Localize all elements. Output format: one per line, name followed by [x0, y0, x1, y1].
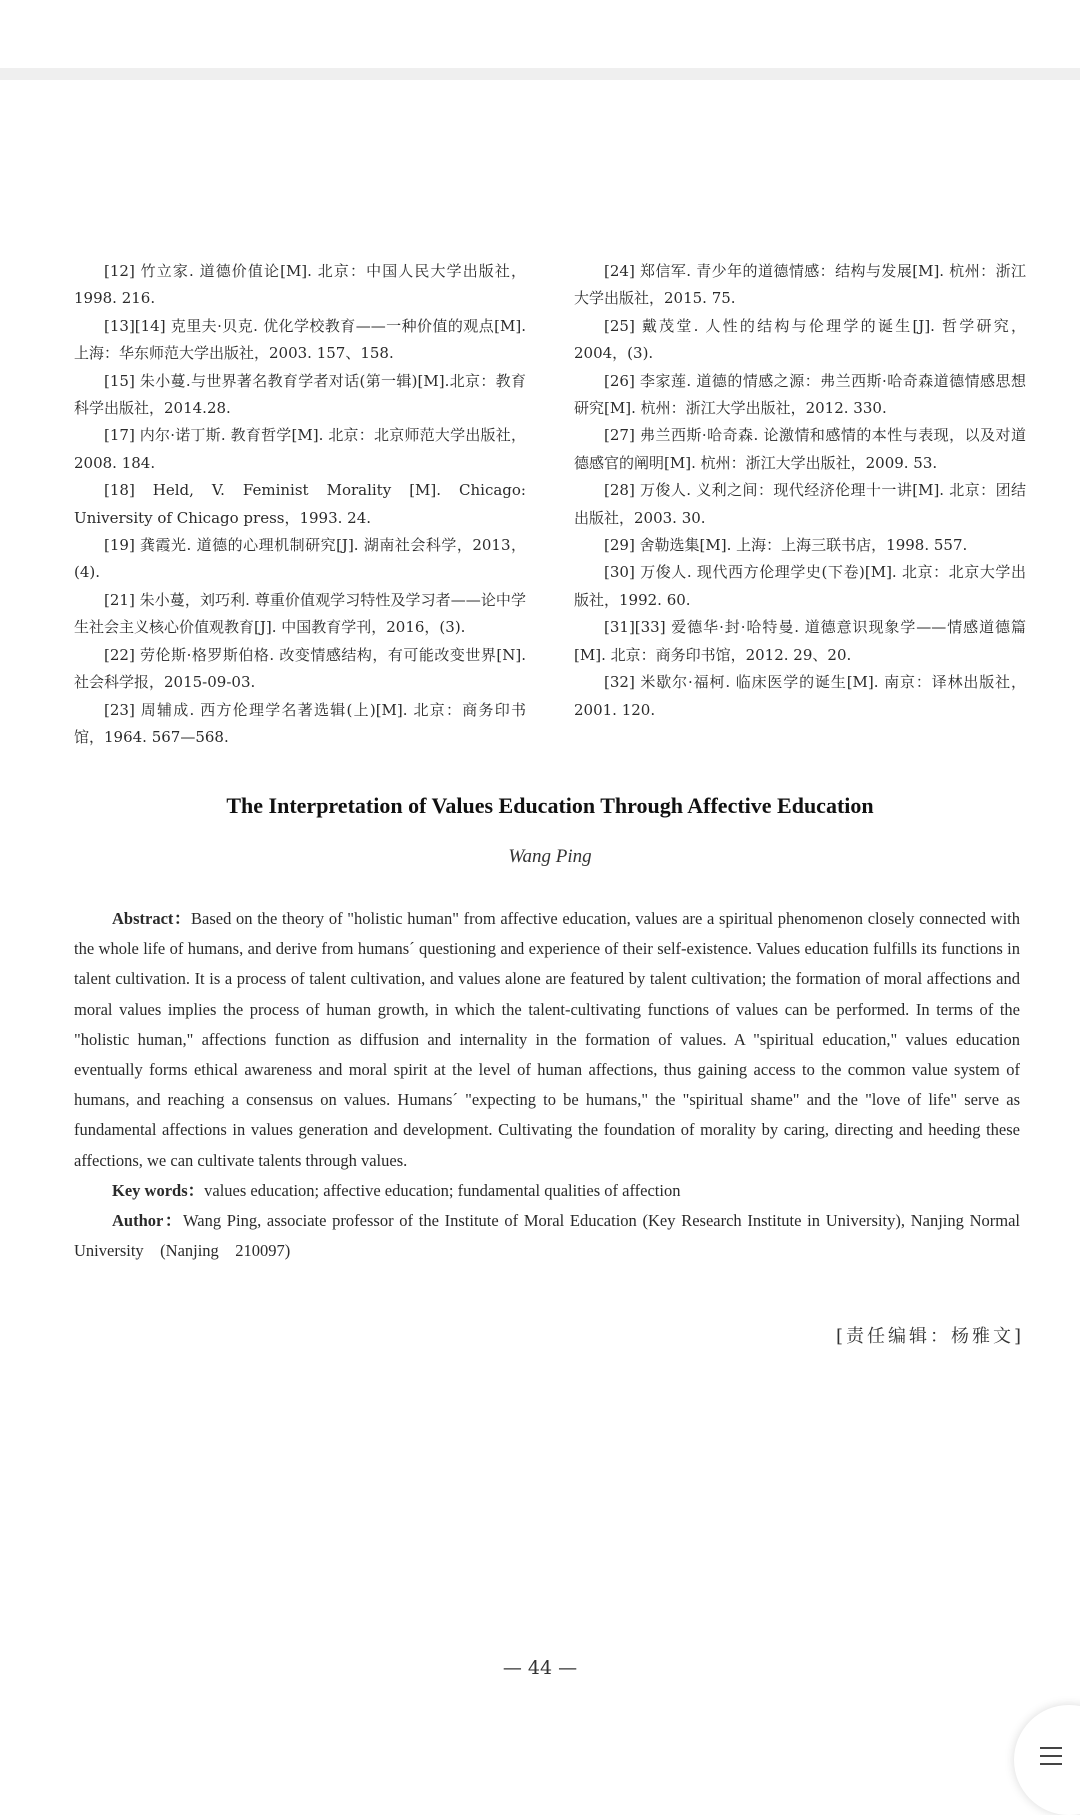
- reference-item: [23] 周辅成. 西方伦理学名著选辑(上)[M]. 北京：商务印书馆，1964. 567—568.: [74, 700, 526, 746]
- keywords-text: values education; affective education; fundamental qualities of affection: [204, 1180, 681, 1200]
- author-affiliation: Wang Ping, associate professor of the Institute of Moral Education (Key Research Institute in University), Nanjing Normal University (Nanjing 210097): [74, 1211, 1020, 1261]
- page-number: — 44 —: [502, 1657, 578, 1679]
- reference-item: [32] 米歇尔·福柯. 临床医学的诞生[M]. 南京：译林出版社，2001. 120.: [574, 673, 1026, 719]
- menu-icon: [1040, 1747, 1062, 1765]
- abstract-text: Based on the theory of "holistic human" from affective education, values are a spiritual phenomenon closely connected with the whole life of humans, and derive from humans´ questioning and experience of their self-existence. Values education fulfills its functions in talent cultivation. It is a process of talent cultivation, and values alone are featured by talent cultivation; the formation of moral affections and moral values implies the process of human growth, in which the talent-cultivating functions of values can be performed. In terms of the "holistic human," affections function as diffusion and internality in the formation of values. A "spiritual education," values education eventually forms ethical awareness and moral spirit at the level of human affections, thus gaining access to the common value system of humans, and reaching a consensus on values. Humans´ "expecting to be humans," the "spiritual shame" and the "love of life" serve as fundamental affections in values generation and development. Cultivating the foundation of morality by caring, directing and heeding these affections, we can cultivate talents through values.: [74, 909, 1021, 1170]
- article-title: The Interpretation of Values Education Through Affective Education: [226, 792, 874, 818]
- floating-menu-button[interactable]: [1014, 1705, 1080, 1815]
- responsible-editor: [责任编辑：杨雅文]: [835, 1326, 1024, 1347]
- abstract-paragraph: [74, 904, 1020, 1176]
- reference-item: [30] 万俊人. 现代西方伦理学史(下卷)[M]. 北京：北京大学出版社，1992. 60.: [574, 563, 1026, 609]
- reference-item: [27] 弗兰西斯·哈奇森. 论激情和感情的本性与表现，以及对道德感官的阐明[M]. 杭州：浙江大学出版社，2009. 53.: [574, 426, 1026, 472]
- references-right-column: [574, 258, 1026, 751]
- reference-item: [21] 朱小蔓，刘巧利. 尊重价值观学习特性及学习者——论中学生社会主义核心价值观教育[J]. 中国教育学刊，2016，(3).: [74, 590, 526, 637]
- reference-item: [18] Held, V. Feminist Morality [M]. Chicago: University of Chicago press，1993. 24.: [74, 481, 526, 527]
- reference-item: [15] 朱小蔓.与世界著名教育学者对话(第一辑)[M].北京：教育科学出版社，2014.28.: [74, 371, 526, 418]
- reference-item: [13][14] 克里夫·贝克. 优化学校教育——一种价值的观点[M]. 上海：华东师范大学出版社，2003. 157、158.: [74, 316, 526, 363]
- abstract-label: Abstract：: [112, 909, 192, 928]
- author-paragraph: [74, 1206, 1020, 1266]
- reference-item: [28] 万俊人. 义利之间：现代经济伦理十一讲[M]. 北京：团结出版社，2003. 30.: [574, 481, 1026, 527]
- reference-item: [25] 戴茂堂. 人性的结构与伦理学的诞生[J]. 哲学研究，2004，(3).: [574, 316, 1026, 363]
- article-author: Wang Ping: [508, 846, 592, 867]
- author-label: Author：: [112, 1211, 184, 1231]
- reference-item: [26] 李家莲. 道德的情感之源：弗兰西斯·哈奇森道德情感思想研究[M]. 杭州：浙江大学出版社，2012. 330.: [574, 371, 1026, 418]
- keywords-paragraph: [74, 1176, 1020, 1206]
- keywords-label: Key words：: [112, 1180, 205, 1200]
- reference-item: [31][33] 爱德华·封·哈特曼. 道德意识现象学——情感道德篇[M]. 北京：商务印书馆，2012. 29、20.: [574, 618, 1026, 664]
- references-section: [74, 258, 1026, 751]
- english-abstract: [74, 904, 1020, 1266]
- reference-item: [22] 劳伦斯·格罗斯伯格. 改变情感结构，有可能改变世界[N]. 社会科学报，2015-09-03.: [74, 645, 526, 692]
- reference-item: [12] 竹立家. 道德价值论[M]. 北京：中国人民大学出版社，1998. 216.: [74, 262, 526, 308]
- top-divider-band: [0, 68, 1080, 80]
- reference-item: [19] 龚霞光. 道德的心理机制研究[J]. 湖南社会科学，2013，(4).: [74, 536, 526, 582]
- references-left-column: [74, 258, 526, 751]
- reference-item: [17] 内尔·诺丁斯. 教育哲学[M]. 北京：北京师范大学出版社，2008. 184.: [74, 426, 526, 472]
- reference-item: [29] 舍勒选集[M]. 上海：上海三联书店，1998. 557.: [604, 536, 968, 555]
- reference-item: [24] 郑信军. 青少年的道德情感：结构与发展[M]. 杭州：浙江大学出版社，2015. 75.: [574, 262, 1026, 308]
